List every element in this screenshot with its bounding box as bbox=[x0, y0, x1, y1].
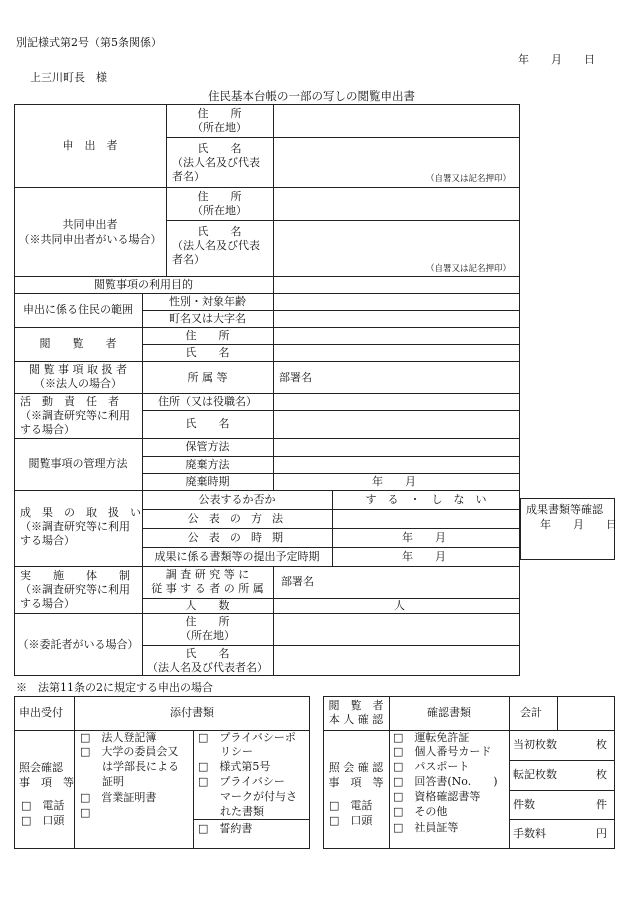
page-title: 住民基本台帳の一部の写しの閲覧申出書 bbox=[208, 89, 415, 103]
handler-note: （※法人の場合） bbox=[34, 377, 122, 390]
doc-drivers-license[interactable]: □ 運転免許証 bbox=[393, 731, 470, 744]
doc-other[interactable]: □ その他 bbox=[393, 805, 448, 818]
consignee-address-label: 住 所 bbox=[185, 615, 230, 628]
attachment-privacy-policy-2: リシー bbox=[198, 745, 253, 758]
management-storage-field[interactable] bbox=[275, 440, 519, 454]
scope-label: 申出に係る住民の範囲 bbox=[23, 303, 133, 316]
consignee-name-label: 氏 名 bbox=[185, 647, 230, 660]
applicant-label: 申 出 者 bbox=[62, 139, 118, 152]
consignee-address-sublabel: （所在地） bbox=[180, 629, 235, 642]
office-right-verbal-checkbox[interactable]: □ 口頭 bbox=[329, 814, 373, 827]
fee-amount-label: 手数料 bbox=[513, 827, 546, 840]
scope-town-field[interactable] bbox=[275, 312, 519, 326]
results-publish-label: 公表するか否か bbox=[198, 493, 276, 506]
management-disposal-method-field[interactable] bbox=[275, 458, 519, 472]
activity-leader-address-field[interactable] bbox=[275, 395, 519, 409]
reception-label: 申出受付 bbox=[19, 706, 63, 719]
doc-my-number-card[interactable]: □ 個人番号カード bbox=[393, 745, 492, 758]
form-number: 別記様式第2号（第5条関係） bbox=[16, 36, 162, 49]
doc-reply-form[interactable]: □ 回答書(No. ) bbox=[393, 775, 498, 788]
management-storage-label: 保管方法 bbox=[185, 440, 230, 453]
handler-affiliation-label: 所 属 等 bbox=[187, 371, 228, 384]
system-department-field[interactable]: 部署名 bbox=[281, 575, 314, 588]
applicant-name-sublabel-2: 者名） bbox=[172, 170, 205, 183]
activity-leader-note-2: する場合） bbox=[20, 423, 75, 436]
viewer-address-field[interactable] bbox=[275, 329, 519, 343]
scope-gender-age-field[interactable] bbox=[275, 295, 519, 309]
results-note-2: する場合） bbox=[20, 534, 75, 547]
results-submission-date-field[interactable]: 年 月 bbox=[402, 550, 446, 563]
co-applicant-name-sublabel: （法人名及び代表 bbox=[172, 239, 260, 252]
viewer-identity-label-2: 本 人 確 認 bbox=[328, 713, 384, 726]
applicant-name-label: 氏 名 bbox=[197, 142, 242, 155]
viewer-name-label: 氏 名 bbox=[185, 346, 230, 359]
system-affiliation-label-2: 従 事 す る 者 の 所 属 bbox=[151, 582, 264, 595]
office-left-inquiry-label-2: 事 項 等 bbox=[19, 776, 74, 789]
office-right-inquiry-label-2: 事 項 等 bbox=[328, 776, 384, 789]
fee-cases-label: 件数 bbox=[513, 798, 535, 811]
confirm-docs-label: 確認書類 bbox=[427, 706, 471, 719]
office-right-inquiry-label: 照 会 確 認 bbox=[328, 761, 384, 774]
attachment-privacy-mark[interactable]: □ プライバシー bbox=[198, 775, 285, 788]
system-affiliation-label: 調 査 研 究 等 に bbox=[165, 568, 250, 581]
results-timing-label: 公 表 の 時 期 bbox=[187, 531, 287, 544]
scope-town-label: 町名又は大字名 bbox=[169, 312, 246, 325]
submission-date[interactable]: 年 月 日 bbox=[518, 53, 595, 66]
consignee-name-field[interactable] bbox=[275, 647, 519, 675]
results-publish-choice[interactable]: す る ・ し な い bbox=[365, 493, 487, 506]
fee-initial-sheets-label: 当初枚数 bbox=[513, 738, 557, 751]
consignee-address-field[interactable] bbox=[275, 615, 519, 644]
article-11-2-note: ※ 法第11条の2に規定する申出の場合 bbox=[16, 681, 213, 694]
attachment-university-committee-2: は学部長による bbox=[80, 760, 179, 773]
activity-leader-address-label: 住所（又は役職名） bbox=[158, 395, 257, 408]
applicant-address-sublabel: （所在地） bbox=[192, 121, 247, 134]
viewer-address-label: 住 所 bbox=[185, 329, 230, 342]
results-timing-date-field[interactable]: 年 月 bbox=[402, 531, 446, 544]
doc-employee-id[interactable]: □ 社員証等 bbox=[393, 821, 459, 834]
consignee-label: （※委託者がいる場合） bbox=[17, 638, 139, 651]
attachment-form-5[interactable]: □ 様式第5号 bbox=[198, 760, 271, 773]
management-disposal-method-label: 廃棄方法 bbox=[185, 458, 230, 471]
purpose-field[interactable] bbox=[275, 278, 519, 292]
system-note: （※調査研究等に利用 bbox=[20, 583, 130, 596]
attachment-privacy-policy[interactable]: □ プライバシーポ bbox=[198, 731, 296, 744]
co-applicant-sign-note: （自署又は記名押印） bbox=[426, 264, 512, 274]
co-applicant-name-sublabel-2: 者名） bbox=[172, 253, 205, 266]
consignee-name-sublabel: （法人名及び代表者名） bbox=[147, 661, 268, 674]
attachment-pledge[interactable]: □ 誓約書 bbox=[198, 822, 253, 835]
office-left-inquiry-label: 照会確認 bbox=[19, 761, 63, 774]
office-right-phone-checkbox[interactable]: □ 電話 bbox=[329, 799, 373, 812]
co-applicant-address-label: 住 所 bbox=[197, 190, 242, 203]
attachment-business-certificate[interactable]: □ 営業証明書 bbox=[80, 791, 157, 804]
applicant-address-field[interactable] bbox=[275, 106, 519, 136]
system-count-field[interactable]: 人 bbox=[394, 599, 405, 612]
results-method-label: 公 表 の 方 法 bbox=[187, 512, 287, 525]
office-left-verbal-checkbox[interactable]: □ 口頭 bbox=[21, 814, 65, 827]
management-disposal-date-field[interactable]: 年 月 bbox=[372, 475, 416, 488]
fee-amount-unit: 円 bbox=[596, 827, 607, 840]
applicant-address-label: 住 所 bbox=[197, 107, 242, 120]
attachment-other-checkbox[interactable]: □ bbox=[80, 806, 91, 819]
activity-leader-label: 活 動 責 任 者 bbox=[20, 395, 119, 408]
accounting-label: 会計 bbox=[520, 706, 542, 719]
handler-label: 閲 覧 事 項 取 扱 者 bbox=[29, 363, 127, 376]
fee-initial-sheets-unit: 枚 bbox=[596, 738, 607, 751]
addressee: 上三川町長 様 bbox=[30, 71, 107, 84]
results-submission-label: 成果に係る書類等の提出予定時期 bbox=[154, 550, 320, 563]
fee-transcribed-sheets-unit: 枚 bbox=[596, 768, 607, 781]
co-applicant-address-sublabel: （所在地） bbox=[192, 204, 247, 217]
system-count-label: 人 数 bbox=[185, 599, 230, 612]
attachment-university-committee[interactable]: □ 大学の委員会又 bbox=[80, 745, 179, 758]
system-label: 実 施 体 制 bbox=[20, 569, 130, 582]
co-applicant-label: 共同申出者 bbox=[62, 218, 118, 231]
results-confirmation-label: 成果書類等確認 bbox=[526, 503, 603, 516]
results-method-field[interactable] bbox=[334, 511, 519, 527]
viewer-identity-label: 閲 覧 者 bbox=[328, 699, 384, 712]
office-left-phone-checkbox[interactable]: □ 電話 bbox=[21, 799, 65, 812]
doc-qualification[interactable]: □ 資格確認書等 bbox=[393, 790, 481, 803]
viewer-name-field[interactable] bbox=[275, 346, 519, 360]
attachment-corporate-registry[interactable]: □ 法人登記簿 bbox=[80, 731, 157, 744]
scope-gender-age-label: 性別・対象年齢 bbox=[169, 295, 246, 308]
attachment-privacy-mark-3: れた書類 bbox=[198, 805, 264, 818]
activity-leader-name-field[interactable] bbox=[275, 412, 519, 436]
viewer-label: 閲 覧 者 bbox=[39, 337, 117, 350]
results-confirmation-date[interactable]: 年 月 日 bbox=[540, 518, 617, 531]
attachment-privacy-mark-2: マークが付与さ bbox=[198, 790, 297, 803]
fee-cases-unit: 件 bbox=[596, 798, 607, 811]
activity-leader-note: （※調査研究等に利用 bbox=[20, 409, 130, 422]
attachments-label: 添付書類 bbox=[170, 706, 214, 719]
attachment-university-committee-3: 証明 bbox=[80, 775, 124, 788]
applicant-sign-note: （自署又は記名押印） bbox=[426, 174, 512, 184]
doc-passport[interactable]: □ パスポート bbox=[393, 760, 470, 773]
co-applicant-name-label: 氏 名 bbox=[197, 225, 242, 238]
management-disposal-time-label: 廃棄時期 bbox=[185, 475, 230, 488]
activity-leader-name-label: 氏 名 bbox=[185, 417, 230, 430]
results-label: 成 果 の 取 扱 い bbox=[20, 506, 141, 519]
applicant-name-sublabel: （法人名及び代表 bbox=[172, 156, 260, 169]
system-note-2: する場合） bbox=[20, 597, 75, 610]
co-applicant-address-field[interactable] bbox=[275, 189, 519, 219]
fee-transcribed-sheets-label: 転記枚数 bbox=[513, 768, 557, 781]
co-applicant-note: （※共同申出者がいる場合） bbox=[18, 233, 162, 246]
purpose-label: 閲覧事項の利用目的 bbox=[94, 278, 193, 291]
results-note: （※調査研究等に利用 bbox=[20, 520, 130, 533]
handler-department-field[interactable]: 部署名 bbox=[279, 371, 312, 384]
management-label: 閲覧事項の管理方法 bbox=[28, 457, 128, 470]
